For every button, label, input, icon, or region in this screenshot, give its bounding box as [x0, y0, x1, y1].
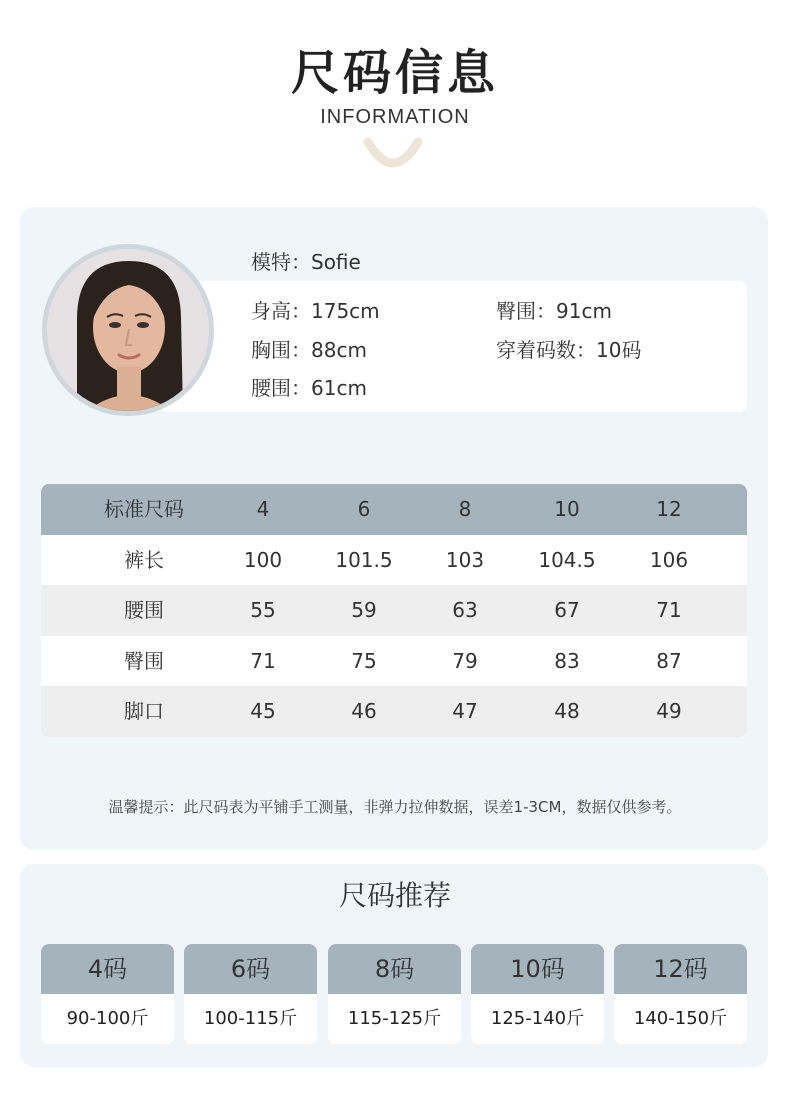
- table-header-cell: 6: [357, 497, 371, 521]
- model-size-worn: 穿着码数：10码: [496, 338, 642, 362]
- table-header-row: [41, 484, 747, 535]
- table-cell: 63: [452, 598, 478, 622]
- model-waist: 腰围：61cm: [251, 376, 367, 400]
- model-avatar: [42, 244, 214, 416]
- model-portrait-icon: [47, 249, 209, 411]
- measurement-tip: 温馨提示：此尺码表为平铺手工测量，非弹力拉伸数据，误差1-3CM，数据仅供参考。: [108, 798, 682, 816]
- table-row: [41, 585, 747, 636]
- table-cell: 71: [656, 598, 682, 622]
- size-card-4: [41, 944, 174, 1044]
- size-card-10: [471, 944, 604, 1044]
- table-header-cell: 10: [554, 497, 580, 521]
- table-cell: 103: [445, 548, 485, 572]
- weight-range: 90-100斤: [66, 1008, 149, 1029]
- table-header-cell: 12: [656, 497, 682, 521]
- table-cell: 104.5: [538, 548, 596, 572]
- table-row: [41, 535, 747, 586]
- smile-decoration-icon: [362, 128, 424, 172]
- table-cell: 75: [351, 649, 377, 673]
- page-subtitle: INFORMATION: [320, 106, 470, 128]
- row-label: 裤长: [124, 548, 164, 572]
- size-card-12: [614, 944, 747, 1044]
- model-height: 身高：175cm: [251, 299, 380, 323]
- weight-range: 100-115斤: [203, 1008, 298, 1029]
- model-measurements-card: [160, 281, 747, 412]
- table-row: [41, 686, 747, 737]
- table-cell: 79: [452, 649, 478, 673]
- table-header-cell: 标准尺码: [104, 497, 184, 521]
- table-cell: 106: [649, 548, 689, 572]
- weight-range: 125-140斤: [490, 1008, 585, 1029]
- table-header-cell: 8: [458, 497, 472, 521]
- size-label: 12码: [614, 944, 747, 994]
- table-cell: 59: [351, 598, 377, 622]
- table-cell: 87: [656, 649, 682, 673]
- row-label: 臀围: [124, 649, 164, 673]
- table-cell: 45: [250, 699, 276, 723]
- table-row: [41, 636, 747, 687]
- size-label: 8码: [328, 944, 461, 994]
- table-cell: 46: [351, 699, 377, 723]
- model-hip: 臀围：91cm: [496, 299, 612, 323]
- weight-range: 115-125斤: [347, 1008, 442, 1029]
- table-header-cell: 4: [256, 497, 270, 521]
- table-cell: 101.5: [335, 548, 393, 572]
- model-bust: 胸围：88cm: [251, 338, 367, 362]
- size-table: [41, 484, 747, 737]
- table-cell: 71: [250, 649, 276, 673]
- table-cell: 55: [250, 598, 276, 622]
- table-cell: 100: [243, 548, 283, 572]
- table-cell: 49: [656, 699, 682, 723]
- size-label: 10码: [471, 944, 604, 994]
- model-name: 模特：Sofie: [251, 250, 361, 274]
- row-label: 脚口: [124, 699, 164, 723]
- weight-range: 140-150斤: [633, 1008, 728, 1029]
- size-label: 4码: [41, 944, 174, 994]
- table-cell: 48: [554, 699, 580, 723]
- size-label: 6码: [184, 944, 317, 994]
- table-cell: 67: [554, 598, 580, 622]
- page-title: 尺码信息: [290, 45, 499, 101]
- size-card-8: [328, 944, 461, 1044]
- size-card-6: [184, 944, 317, 1044]
- table-cell: 83: [554, 649, 580, 673]
- recommend-title: 尺码推荐: [338, 879, 451, 912]
- row-label: 腰围: [124, 598, 164, 622]
- table-cell: 47: [452, 699, 478, 723]
